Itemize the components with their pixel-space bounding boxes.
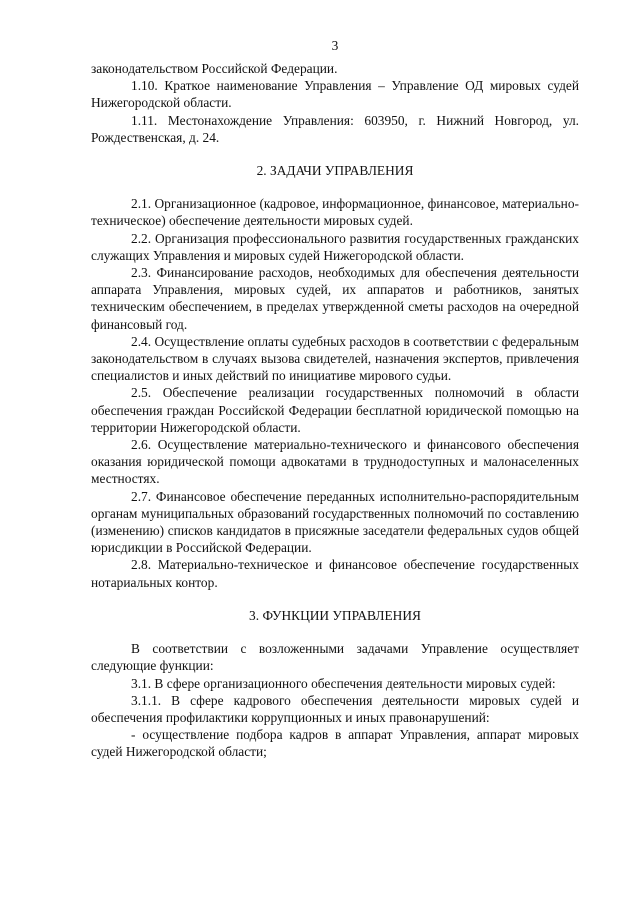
section-3-heading: 3. ФУНКЦИИ УПРАВЛЕНИЯ [249,607,421,623]
paragraph-2-5: 2.5. Обеспечение реализации государственных полномочий в области обеспечения граждан Российской Федерации бесплатной юридической помощью на территории Нижегородской области. [91,385,579,435]
paragraph-1-10: 1.10. Краткое наименование Управления – Управление ОД мировых судей Нижегородской области. [91,78,579,111]
paragraph-continuation: законодательством Российской Федерации. [91,61,338,76]
paragraph-2-3: 2.3. Финансирование расходов, необходимых для обеспечения деятельности аппарата Управления, мировых судей, их аппаратов и работников, занятых техническим обеспечением, в пределах утвержденной сметы расходов на очередной финансовый год. [91,265,579,332]
paragraph-2-4: 2.4. Осуществление оплаты судебных расходов в соответствии с федеральным законодательством в случаях вызова свидетелей, назначения экспертов, привлечения специалистов и иных действий по инициативе мирового судьи. [91,333,579,384]
paragraph-1-11: 1.11. Местонахождение Управления: 603950, г. Нижний Новгород, ул. Рождественская, д. 24. [91,112,579,145]
paragraph-2-8: 2.8. Материально-техническое и финансовое обеспечение государственных нотариальных контор. [91,557,579,590]
bullet-item: - осуществление подбора кадров в аппарат Управления, аппарат мировых судей Нижегородской области; [91,727,579,760]
document-body [91,60,579,761]
paragraph-3-1: 3.1. В сфере организационного обеспечения деятельности мировых судей: [131,675,556,691]
paragraph-2-2: 2.2. Организация профессионального развития государственных гражданских служащих Управления и мировых судей Нижегородской области. [91,230,579,263]
paragraph-2-6: 2.6. Осуществление материально-технического и финансового обеспечения оказания юридической помощи адвокатами в труднодоступных и малонаселенных местностях. [91,437,579,487]
paragraph-3-1-1: 3.1.1. В сфере кадрового обеспечения деятельности мировых судей и обеспечения профилактики коррупционных и иных правонарушений: [91,692,579,725]
paragraph-2-7: 2.7. Финансовое обеспечение переданных исполнительно-распорядительным органам муниципальных образований государственных полномочий по составлению (изменению) списков кандидатов в присяжные заседатели федеральных судов общей юрисдикции в Российской Федерации. [91,488,579,556]
section-2-heading: 2. ЗАДАЧИ УПРАВЛЕНИЯ [256,163,414,179]
paragraph-3-intro: В соответствии с возложенными задачами Управление осуществляет следующие функции: [91,641,579,674]
page-number: 3 [331,38,339,53]
paragraph-2-1: 2.1. Организационное (кадровое, информационное, финансовое, материально-техническое) обеспечение деятельности мировых судей. [91,196,579,229]
